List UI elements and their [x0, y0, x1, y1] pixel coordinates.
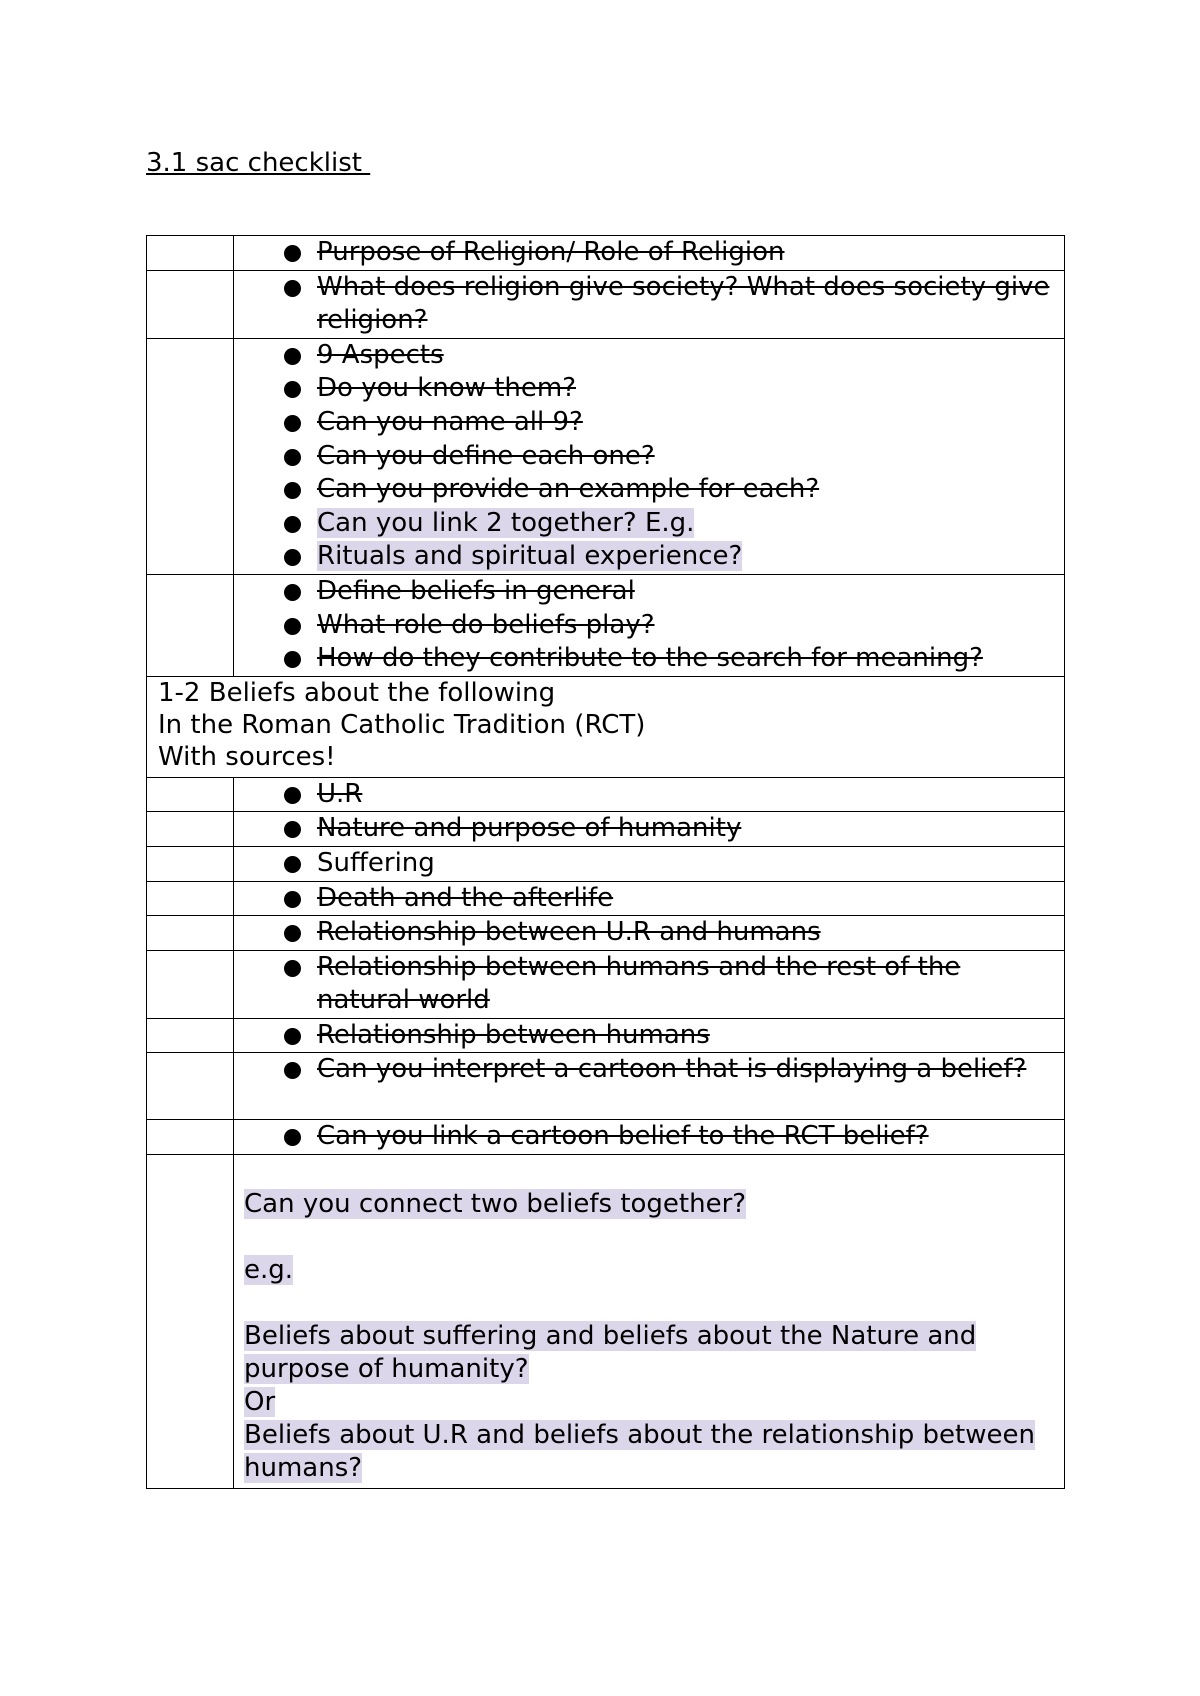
table-row: [147, 812, 1065, 847]
table-row: [147, 846, 1065, 881]
bullet-list: [234, 1053, 1054, 1087]
item-text: U.R: [317, 778, 363, 809]
section-line: With sources!: [158, 741, 336, 772]
item-text: Can you provide an example for each?: [317, 474, 820, 505]
table-cell: [234, 881, 1065, 916]
bullet-list: [234, 575, 1054, 676]
table-row: [147, 881, 1065, 916]
table-row: [147, 338, 1065, 574]
table-row: [147, 1120, 1065, 1155]
table-cell: [147, 1155, 234, 1489]
table-row: [147, 676, 1065, 777]
table-cell: [234, 574, 1065, 676]
item-text: Can you link a cartoon belief to the RCT belief?: [317, 1121, 929, 1152]
list-item: [234, 540, 1054, 574]
bullet-list: [234, 882, 1054, 916]
document-title: 3.1 sac checklist: [146, 148, 371, 178]
bullet-list: [234, 916, 1054, 950]
item-text: Relationship between humans and the rest of the natural world: [317, 951, 961, 1016]
list-item: [234, 372, 1054, 406]
list-item: [234, 951, 1054, 1018]
list-item: [234, 236, 1054, 270]
table-row: [147, 1155, 1065, 1489]
bullet-list: [234, 236, 1054, 270]
table-row: [147, 236, 1065, 271]
table-cell: [147, 812, 234, 847]
list-item: [234, 609, 1054, 643]
item-text: Nature and purpose of humanity: [317, 813, 742, 844]
table-row: [147, 574, 1065, 676]
item-text: Death and the afterlife: [317, 882, 614, 913]
highlighted-text: e.g.: [244, 1255, 294, 1286]
item-text: Define beliefs in general: [317, 575, 635, 606]
table-cell: [147, 1120, 234, 1155]
bullet-list: [234, 339, 1054, 574]
list-item: [234, 507, 1054, 541]
item-text: Relationship between U.R and humans: [317, 917, 821, 948]
list-item: [234, 271, 1054, 338]
connect-beliefs-block: [234, 1155, 1064, 1485]
table-cell: [147, 881, 234, 916]
table-cell: [234, 950, 1065, 1018]
list-item: [234, 847, 1054, 881]
list-item: [234, 1053, 1054, 1087]
table-row: [147, 916, 1065, 951]
item-text: 9 Aspects: [317, 339, 444, 370]
list-item: [234, 812, 1054, 846]
table-cell: [234, 338, 1065, 574]
item-text: Can you interpret a cartoon that is displaying a belief?: [317, 1054, 1027, 1085]
table-cell: [234, 236, 1065, 271]
list-item: [234, 440, 1054, 474]
table-cell: [234, 270, 1065, 338]
list-item: [234, 575, 1054, 609]
highlighted-text: Or: [244, 1387, 276, 1418]
table-cell: [147, 846, 234, 881]
table-cell: [234, 777, 1065, 812]
item-text: Relationship between humans: [317, 1019, 710, 1050]
list-item: [234, 1120, 1054, 1154]
list-item: [234, 406, 1054, 440]
table-row: [147, 1053, 1065, 1120]
list-item: [234, 473, 1054, 507]
table-row: [147, 950, 1065, 1018]
highlighted-text: Can you link 2 together? E.g.: [317, 507, 695, 538]
table-cell: [147, 777, 234, 812]
table-cell: [234, 916, 1065, 951]
list-item: [234, 642, 1054, 676]
table-row: [147, 1018, 1065, 1053]
bullet-list: [234, 1019, 1054, 1053]
table-cell: [234, 846, 1065, 881]
item-text: Do you know them?: [317, 373, 576, 404]
table-cell: [147, 270, 234, 338]
bullet-list: [234, 778, 1054, 812]
table-cell: [234, 812, 1065, 847]
bullet-list: [234, 847, 1054, 881]
highlighted-text: Can you connect two beliefs together?: [244, 1189, 747, 1220]
item-text: Can you define each one?: [317, 440, 655, 471]
bullet-list: [234, 1120, 1054, 1154]
table-cell: [147, 1018, 234, 1053]
item-text: What does religion give society? What does society give religion?: [317, 271, 1050, 336]
item-text: How do they contribute to the search for meaning?: [317, 643, 983, 674]
bullet-list: [234, 271, 1054, 338]
table-cell: [234, 1155, 1065, 1489]
bullet-list: [234, 951, 1054, 1018]
list-item: [234, 778, 1054, 812]
table-cell: [234, 1120, 1065, 1155]
table-cell: [234, 1053, 1065, 1120]
bullet-list: [234, 812, 1054, 846]
list-item: [234, 1019, 1054, 1053]
highlighted-text: Beliefs about suffering and beliefs about the Nature and purpose of humanity?: [244, 1321, 977, 1385]
table-cell: [147, 1053, 234, 1120]
highlighted-text: Rituals and spiritual experience?: [317, 541, 743, 572]
list-item: [234, 882, 1054, 916]
list-item: [234, 339, 1054, 373]
table-cell: [234, 1018, 1065, 1053]
table-cell: [147, 916, 234, 951]
table-row: [147, 777, 1065, 812]
item-text: What role do beliefs play?: [317, 609, 655, 640]
item-text: Can you name all 9?: [317, 406, 583, 437]
table-cell: [147, 338, 234, 574]
checklist-table: [146, 235, 1065, 1489]
table-cell: [147, 950, 234, 1018]
item-text: Suffering: [317, 847, 435, 878]
item-text: Purpose of Religion/ Role of Religion: [317, 237, 785, 267]
table-cell: [147, 236, 234, 271]
highlighted-text: Beliefs about U.R and beliefs about the relationship between humans?: [244, 1420, 1035, 1484]
table-cell: [147, 574, 234, 676]
section-line: 1-2 Beliefs about the following: [158, 677, 556, 708]
list-item: [234, 916, 1054, 950]
section-header-cell: [147, 676, 1065, 777]
section-line: In the Roman Catholic Tradition (RCT): [158, 709, 646, 740]
table-row: [147, 270, 1065, 338]
